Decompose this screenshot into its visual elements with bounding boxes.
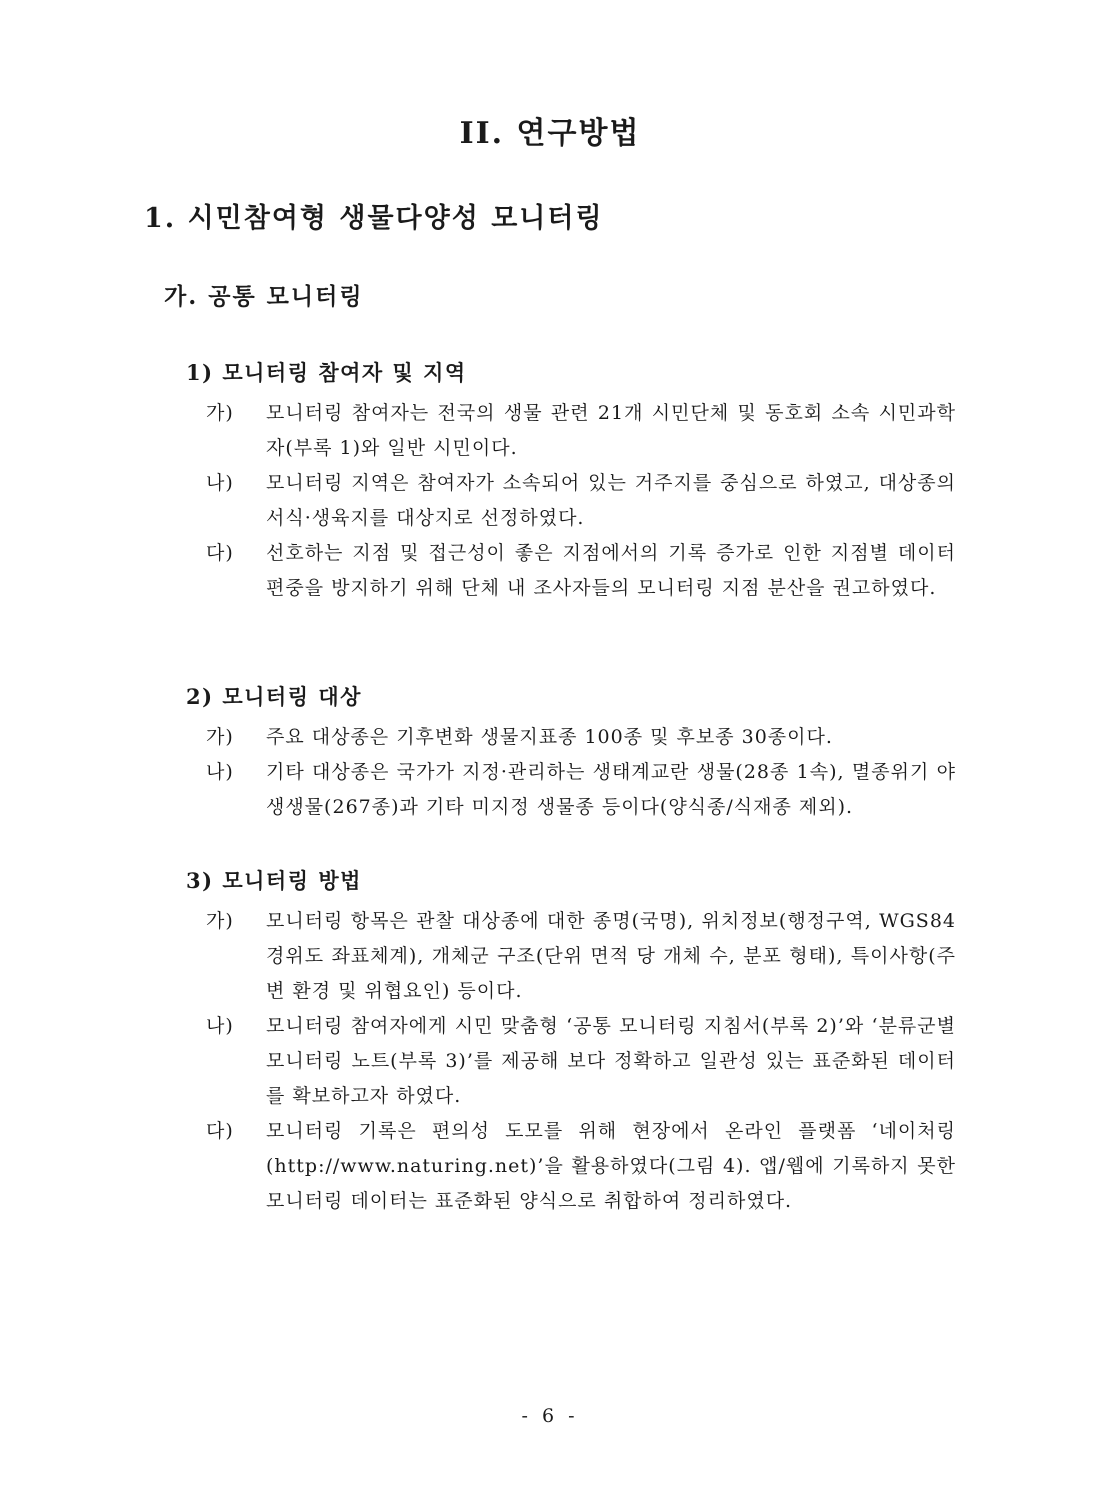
- list-item: [206, 720, 956, 755]
- part-title: 2) 모니터링 대상: [186, 684, 362, 709]
- item-marker: 나): [206, 1015, 234, 1037]
- item-text: 모니터링 참여자는 전국의 생물 관련 21개 시민단체 및 동호회 소속 시민과학자(부록 1)와 일반 시민이다.: [266, 402, 956, 459]
- list-item: [206, 1114, 956, 1219]
- page-number: - 6 -: [521, 1405, 579, 1427]
- item-marker: 다): [206, 1120, 234, 1142]
- chapter-title: II. 연구방법: [459, 116, 641, 151]
- item-marker: 가): [206, 910, 234, 932]
- item-marker: 가): [206, 402, 234, 424]
- item-text: 모니터링 기록은 편의성 도모를 위해 현장에서 온라인 플랫폼 ‘네이처링 (http://www.naturing.net)’을 활용하였다(그림 4). 앱/웹에 기록하지 못한 모니터링 데이터는 표준화된 양식으로 취합하여 정리하였다.: [266, 1120, 956, 1212]
- part-monitoring-methods: [186, 864, 966, 1219]
- list-item: [206, 1009, 956, 1114]
- section-title: 1. 시민참여형 생물다양성 모니터링: [144, 203, 604, 234]
- list-item: [206, 904, 956, 1009]
- part-participants-and-area: [186, 356, 966, 606]
- list-item: [206, 536, 956, 606]
- item-marker: 다): [206, 542, 234, 564]
- item-text: 모니터링 항목은 관찰 대상종에 대한 종명(국명), 위치정보(행정구역, WGS84 경위도 좌표체계), 개체군 구조(단위 면적 당 개체 수, 분포 형태), 특이사항(주변 환경 및 위협요인) 등이다.: [266, 910, 956, 1002]
- item-text: 주요 대상종은 기후변화 생물지표종 100종 및 후보종 30종이다.: [266, 726, 833, 748]
- item-text: 선호하는 지점 및 접근성이 좋은 지점에서의 기록 증가로 인한 지점별 데이터 편중을 방지하기 위해 단체 내 조사자들의 모니터링 지점 분산을 권고하였다.: [266, 542, 956, 599]
- list-item: [206, 466, 956, 536]
- list-item: [206, 755, 956, 825]
- item-text: 모니터링 참여자에게 시민 맞춤형 ‘공통 모니터링 지침서(부록 2)’와 ‘분류군별 모니터링 노트(부록 3)’를 제공해 보다 정확하고 일관성 있는 표준화된 데이터를 확보하고자 하였다.: [266, 1015, 956, 1107]
- item-marker: 가): [206, 726, 234, 748]
- part-title: 1) 모니터링 참여자 및 지역: [186, 360, 467, 385]
- item-text: 모니터링 지역은 참여자가 소속되어 있는 거주지를 중심으로 하였고, 대상종의 서식·생육지를 대상지로 선정하였다.: [266, 472, 956, 529]
- subsection-title: 가. 공통 모니터링: [164, 283, 364, 310]
- part-monitoring-targets: [186, 680, 966, 825]
- item-text: 기타 대상종은 국가가 지정·관리하는 생태계교란 생물(28종 1속), 멸종위기 야생생물(267종)과 기타 미지정 생물종 등이다(양식종/식재종 제외).: [266, 761, 956, 818]
- part-title: 3) 모니터링 방법: [186, 868, 362, 893]
- item-marker: 나): [206, 472, 234, 494]
- item-marker: 나): [206, 761, 234, 783]
- list-item: [206, 396, 956, 466]
